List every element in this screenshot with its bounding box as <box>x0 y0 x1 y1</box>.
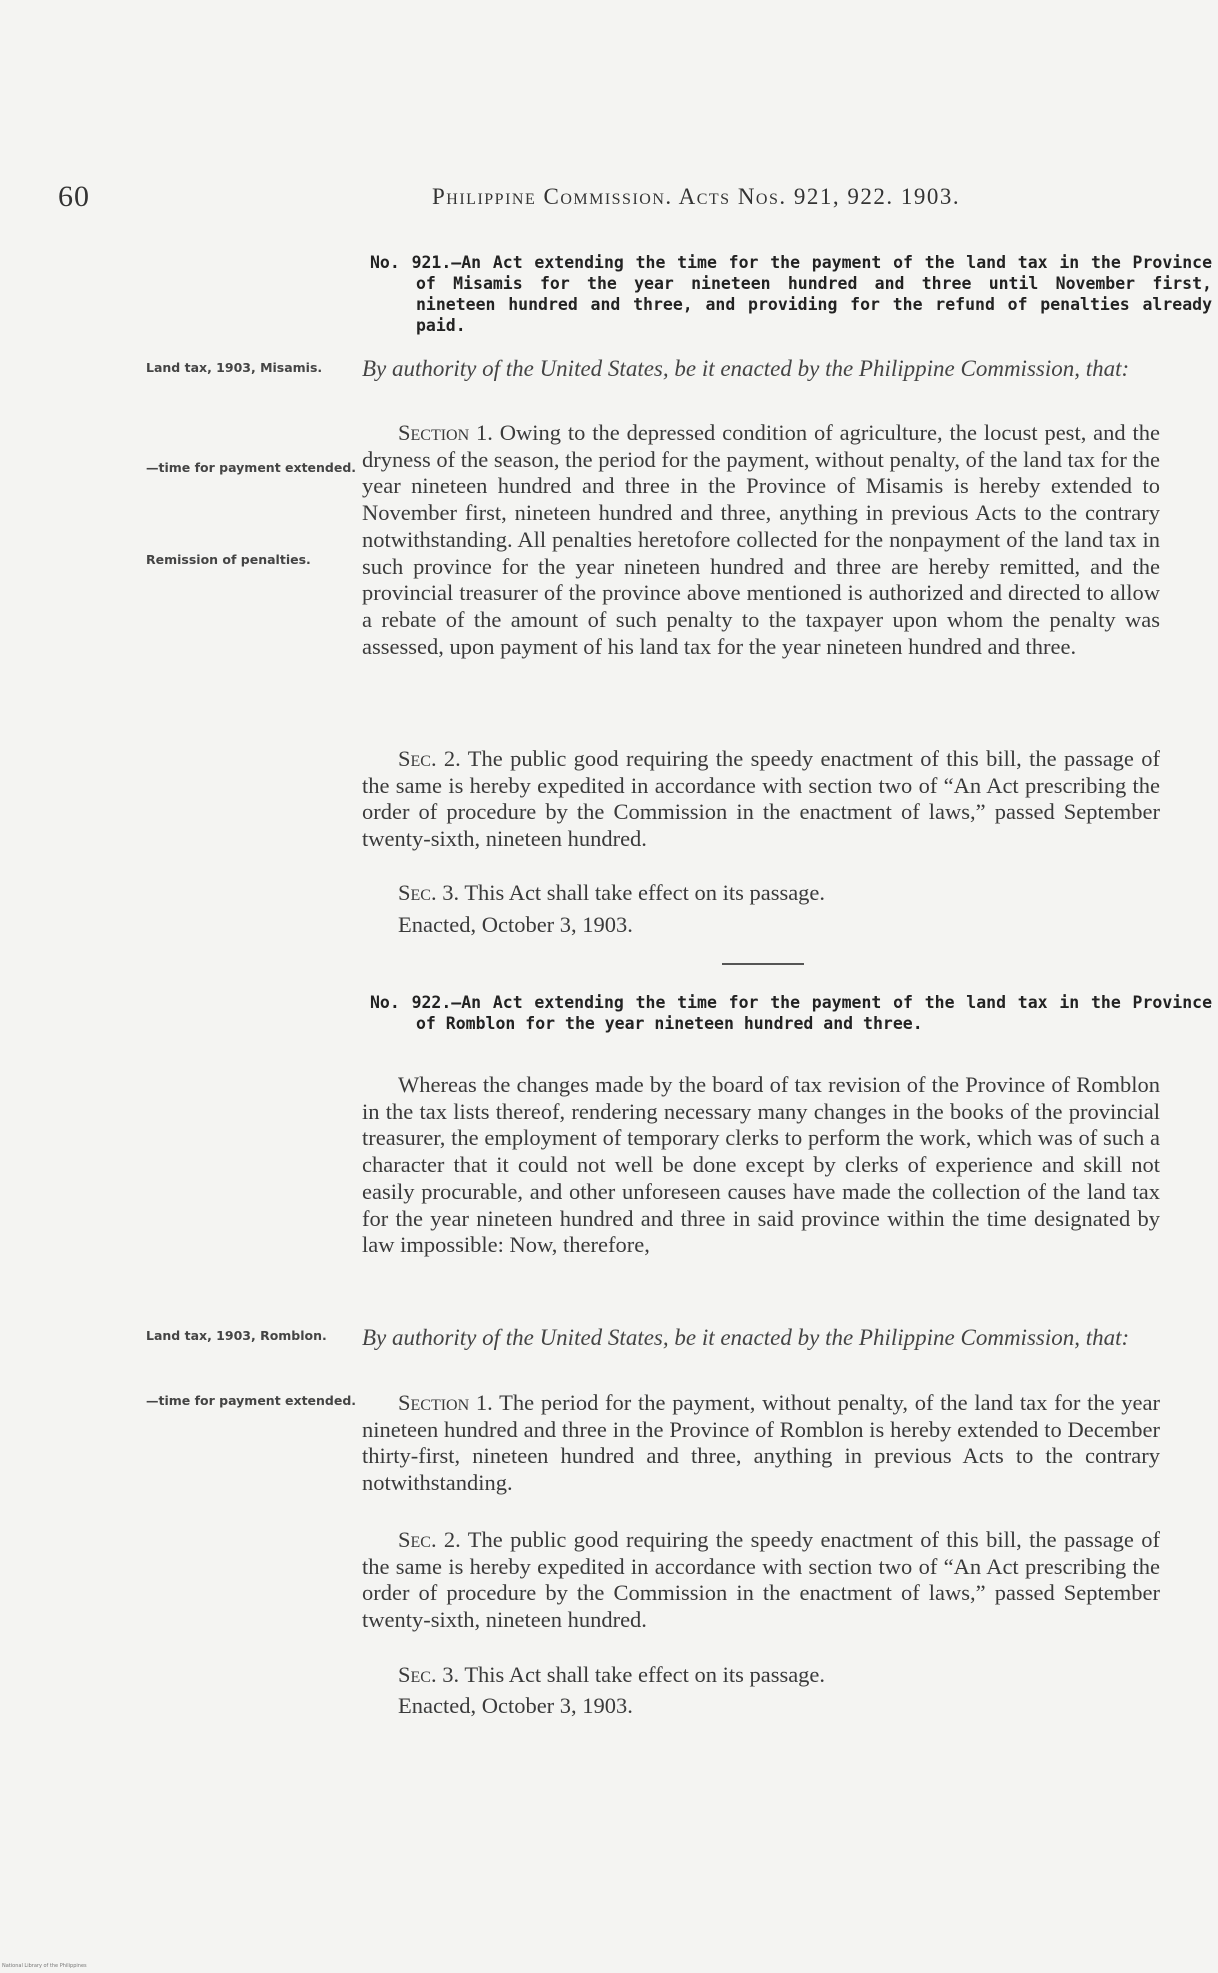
margin-note-land-tax-romblon: Land tax, 1903, Romblon. <box>146 1328 327 1343</box>
section-label: Sec. 3. <box>398 880 460 905</box>
act-922-enacted-date: Enacted, October 3, 1903. <box>398 1693 633 1718</box>
act-922-section-1 <box>362 1390 1160 1497</box>
section-text: This Act shall take effect on its passage. <box>464 880 826 905</box>
act-921-enacting-clause: By authority of the United States, be it enacted by the Philippine Commission, that: <box>362 356 1130 381</box>
section-label: Sec. 3. <box>398 1662 460 1687</box>
act-922-section-2 <box>362 1527 1160 1634</box>
act-921-section-3 <box>362 880 1160 907</box>
section-text: The public good requiring the speedy enactment of this bill, the passage of the same is hereby expedited in accordance with section two of “An Act prescribing the order of procedure by the Commission in the enactment of laws,” passed September twenty-sixth, nineteen hundred. <box>362 746 1161 852</box>
section-divider <box>722 963 804 965</box>
section-text: The period for the payment, without penalty, of the land tax for the year nineteen hundred and three in the Province of Romblon is hereby extended to December thirty-first, nineteen hundred and three, anything in previous Acts to the contrary notwithstanding. <box>362 1390 1161 1496</box>
act-921-section-2 <box>362 746 1160 853</box>
section-text: This Act shall take effect on its passage. <box>464 1662 826 1687</box>
margin-note-remission: Remission of penalties. <box>146 552 311 567</box>
scan-footer: National Library of the Philippines <box>2 1963 87 1969</box>
act-921-title: No. 921.—An Act extending the time for the payment of the land tax in the Province of Misamis for the year nineteen hundred and three until November first, nineteen hundred and three, and providing for the refund of penalties already paid. <box>370 253 1212 335</box>
act-922-preamble: Whereas the changes made by the board of tax revision of the Province of Romblon in the tax lists thereof, rendering necessary many changes in the books of the provincial treasurer, the employment of temporary clerks to perform the work, which was of such a character that it could not well be done except by clerks of experience and skill not easily procurable, and other unforeseen causes have made the collection of the land tax for the year nineteen hundred and three in said province within the time designated by law impossible: Now, therefore, <box>362 1072 1160 1258</box>
section-label: Section 1. <box>398 1390 493 1415</box>
page-number: 60 <box>58 180 90 213</box>
section-label: Section 1. <box>398 420 493 445</box>
section-label: Sec. 2. <box>398 1527 461 1552</box>
margin-note-time-extended-romblon: —time for payment extended. <box>146 1393 357 1408</box>
margin-note-land-tax-misamis: Land tax, 1903, Misamis. <box>146 360 323 375</box>
act-922-enacting-clause: By authority of the United States, be it enacted by the Philippine Commission, that: <box>362 1325 1130 1350</box>
act-922-section-3 <box>362 1662 1160 1689</box>
section-text: The public good requiring the speedy enactment of this bill, the passage of the same is hereby expedited in accordance with section two of “An Act prescribing the order of procedure by the Commission in the enactment of laws,” passed September twenty-sixth, nineteen hundred. <box>362 1527 1161 1633</box>
running-head: Philippine Commission. Acts Nos. 921, 922. 1903. <box>432 184 961 209</box>
act-921-enacted-date: Enacted, October 3, 1903. <box>398 912 633 937</box>
margin-note-time-extended: —time for payment extended. <box>146 460 357 475</box>
section-text: Owing to the depressed condition of agriculture, the locust pest, and the dryness of the season, the period for the payment, without penalty, of the land tax for the year nineteen hundred and three in the Province of Misamis is hereby extended to November first, nineteen hundred and three, anything in previous Acts to the contrary notwithstanding. All penalties heretofore collected for the nonpayment of the land tax in such province for the year nineteen hundred and three are hereby remitted, and the provincial treasurer of the province above mentioned is authorized and directed to allow a rebate of the amount of such penalty to the taxpayer upon whom the penalty was assessed, upon payment of his land tax for the year nineteen hundred and three. <box>362 420 1161 659</box>
act-922-title: No. 922.—An Act extending the time for the payment of the land tax in the Province of Romblon for the year nineteen hundred and three. <box>370 993 1212 1033</box>
act-921-section-1 <box>362 420 1160 660</box>
section-label: Sec. 2. <box>398 746 461 771</box>
